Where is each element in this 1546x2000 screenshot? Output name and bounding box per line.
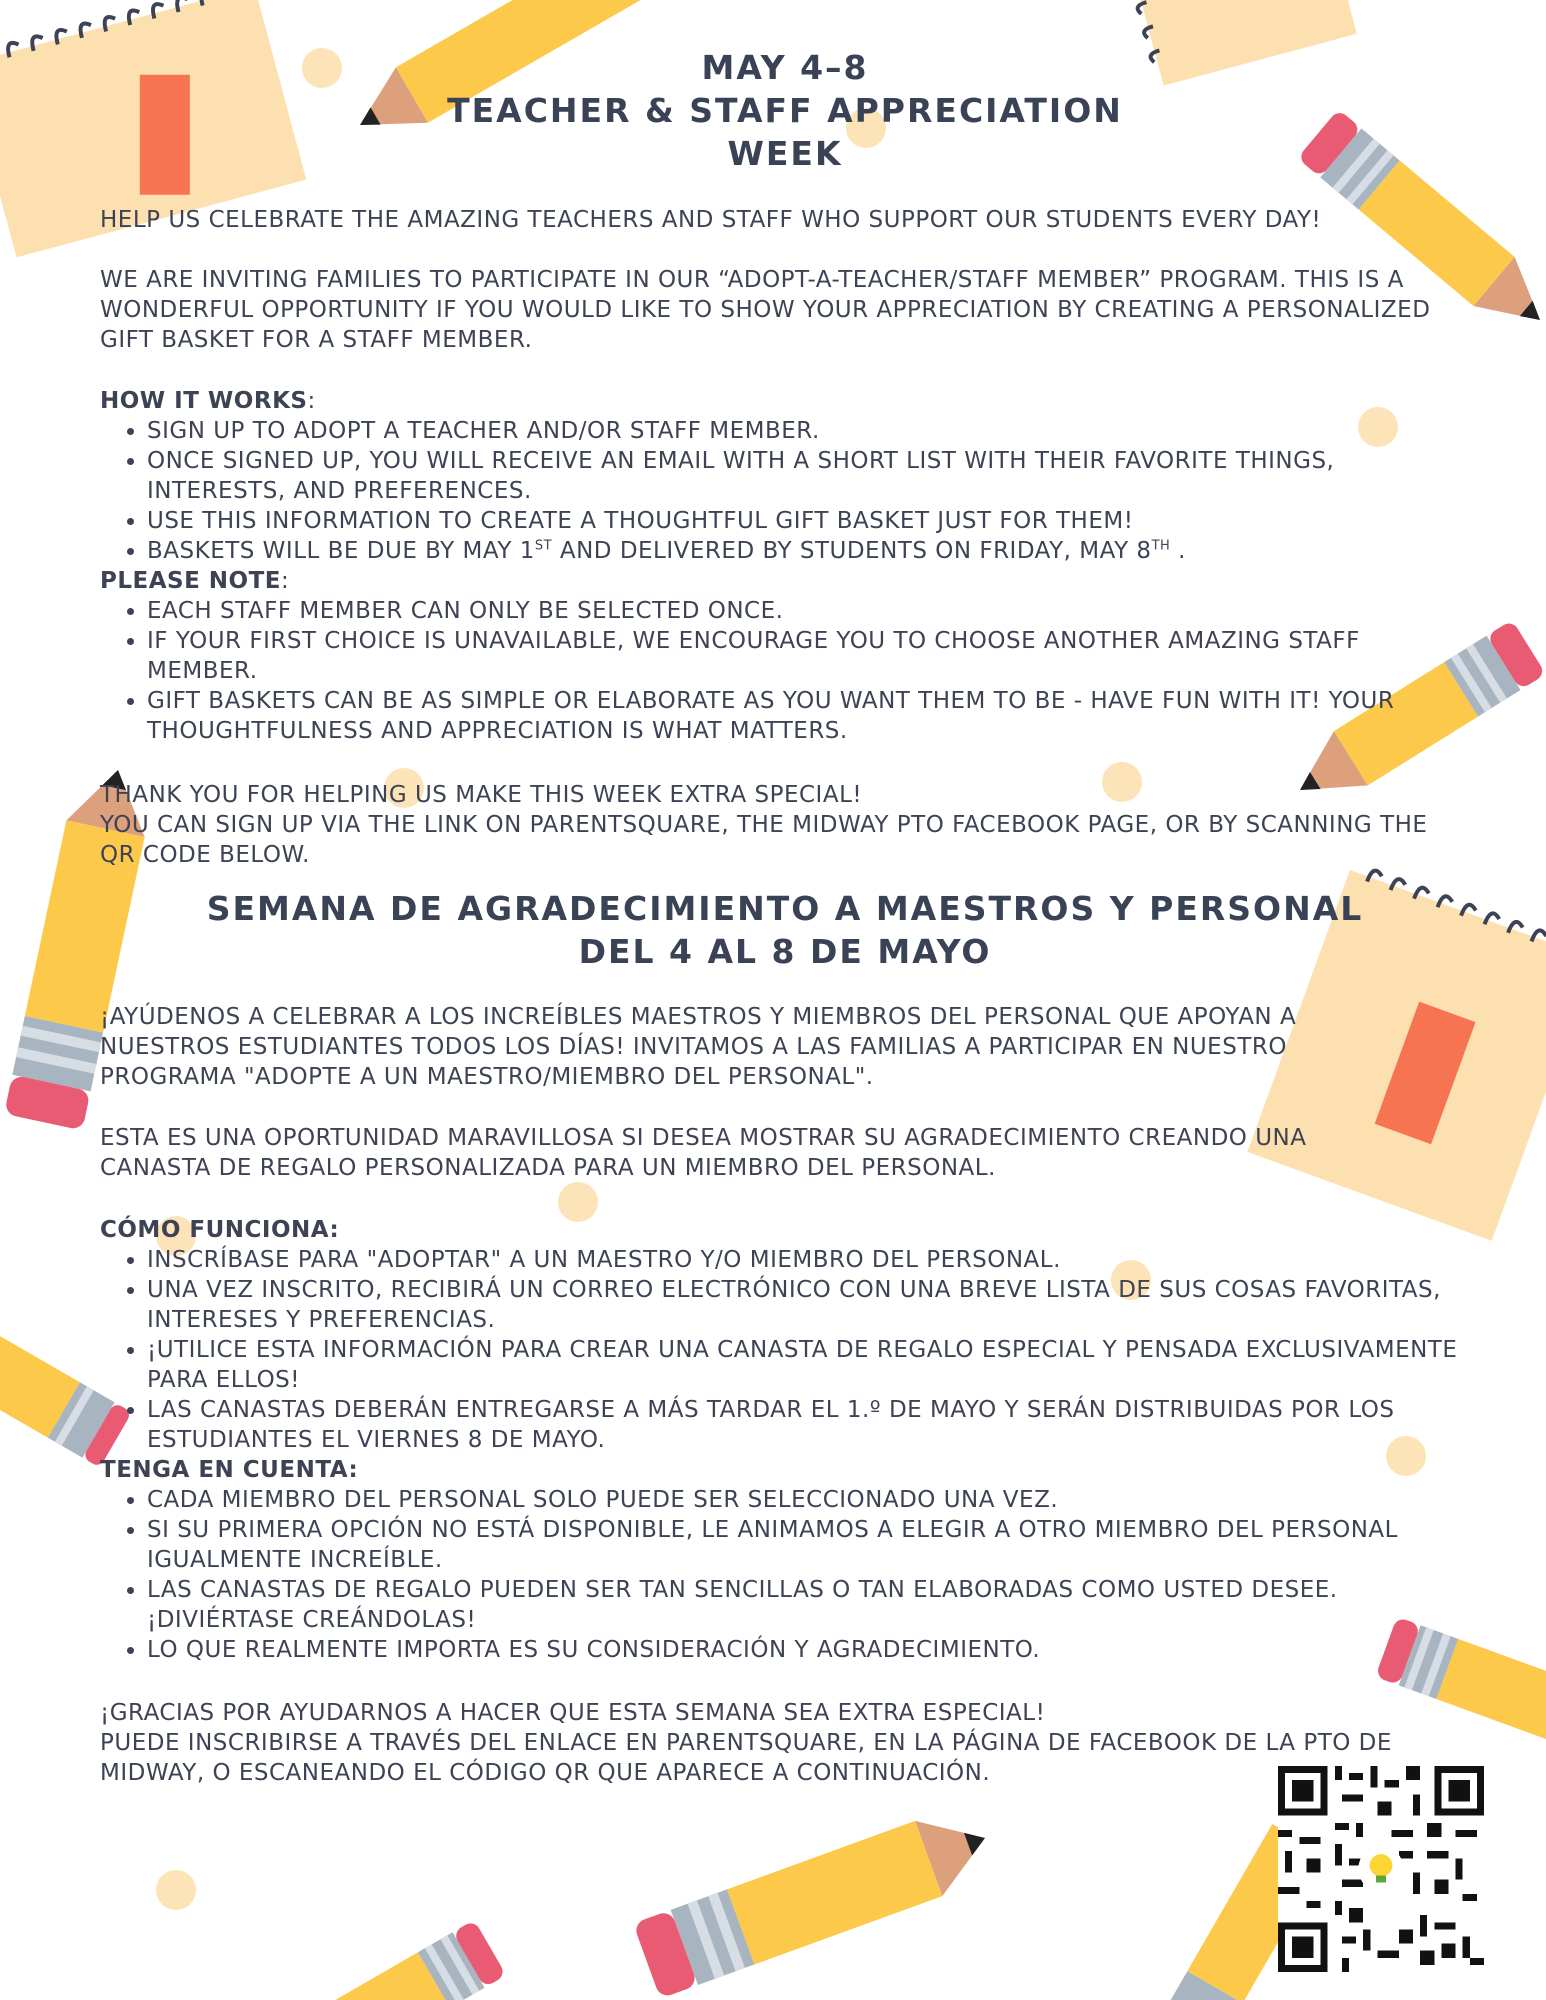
list-item: • ONCE SIGNED UP, YOU WILL RECEIVE AN EMAIL WITH A SHORT LIST WITH THEIR FAVORITE THINGS, INTERESTS, AND PREFERENCES. <box>147 446 1470 506</box>
note-list-en <box>100 596 1470 746</box>
list-item: • IF YOUR FIRST CHOICE IS UNAVAILABLE, WE ENCOURAGE YOU TO CHOOSE ANOTHER AMAZING STAFF MEMBER. <box>147 626 1470 686</box>
thanks-es: ¡GRACIAS POR AYUDARNOS A HACER QUE ESTA SEMANA SEA EXTRA ESPECIAL! <box>100 1700 1046 1726</box>
list-item: • USE THIS INFORMATION TO CREATE A THOUGHTFUL GIFT BASKET JUST FOR THEM! <box>147 506 1470 536</box>
how-heading-es: CÓMO FUNCIONA: <box>100 1217 340 1243</box>
list-item: • SI SU PRIMERA OPCIÓN NO ESTÁ DISPONIBLE, LE ANIMAMOS A ELEGIR A OTRO MIEMBRO DEL PERSONAL IGUALMENTE INCREÍBLE. <box>147 1515 1470 1575</box>
title-es-line-1: SEMANA DE AGRADECIMIENTO A MAESTROS Y PERSONAL <box>206 889 1364 928</box>
invite-en: WE ARE INVITING FAMILIES TO PARTICIPATE IN OUR “ADOPT-A-TEACHER/STAFF MEMBER” PROGRAM. THIS IS A WONDERFUL OPPORTUNITY IF YOU WOULD LIKE TO SHOW YOUR APPRECIATION BY CREATING A PERSONALIZED GIFT BASKET FOR A STAFF MEMBER. <box>100 267 1431 353</box>
how-list-en <box>100 416 1470 566</box>
title-english <box>100 46 1470 175</box>
list-item: • SIGN UP TO ADOPT A TEACHER AND/OR STAFF MEMBER. <box>147 416 1470 446</box>
list-item: • LAS CANASTAS DEBERÁN ENTREGARSE A MÁS TARDAR EL 1.º DE MAYO Y SERÁN DISTRIBUIDAS POR LOS ESTUDIANTES EL VIERNES 8 DE MAYO. <box>147 1395 1470 1455</box>
how-it-works-es <box>100 1215 1470 1665</box>
closing-en <box>100 780 1470 870</box>
note-heading-es: TENGA EN CUENTA: <box>100 1457 359 1483</box>
list-item: • LAS CANASTAS DE REGALO PUEDEN SER TAN SENCILLAS O TAN ELABORADAS COMO USTED DESEE. ¡DIVIÉRTASE CREÁNDOLAS! <box>147 1575 1470 1635</box>
list-item: • LO QUE REALMENTE IMPORTA ES SU CONSIDERACIÓN Y AGRADECIMIENTO. <box>147 1635 1470 1665</box>
intro-es: ¡AYÚDENOS A CELEBRAR A LOS INCREÍBLES MAESTROS Y MIEMBROS DEL PERSONAL QUE APOYAN A NUESTROS ESTUDIANTES TODOS LOS DÍAS! INVITAMOS A LAS FAMILIAS A PARTICIPAR EN NUESTRO PROGRAMA "ADOPTE A UN MAESTRO/MIEMBRO DEL PERSONAL". <box>100 1004 1297 1090</box>
intro-en: HELP US CELEBRATE THE AMAZING TEACHERS AND STAFF WHO SUPPORT OUR STUDENTS EVERY DAY! <box>100 207 1322 233</box>
pencil-bottom-left <box>314 1920 506 2000</box>
list-item: • ¡UTILICE ESTA INFORMACIÓN PARA CREAR UNA CANASTA DE REGALO ESPECIAL Y PENSADA EXCLUSIVAMENTE PARA ELLOS! <box>147 1335 1470 1395</box>
decor-dot <box>156 1870 196 1910</box>
qr-code[interactable] <box>1278 1766 1484 1972</box>
closing-es <box>100 1698 1400 1788</box>
title-line-dates: MAY 4–8 <box>701 48 869 87</box>
title-line-main: TEACHER & STAFF APPRECIATION <box>447 91 1123 130</box>
list-item: • UNA VEZ INSCRITO, RECIBIRÁ UN CORREO ELECTRÓNICO CON UNA BREVE LISTA DE SUS COSAS FAVORITAS, INTERESES Y PREFERENCIAS. <box>147 1275 1470 1335</box>
how-heading-en: HOW IT WORKS <box>100 388 308 414</box>
list-item: • EACH STAFF MEMBER CAN ONLY BE SELECTED ONCE. <box>147 596 1470 626</box>
list-item: • CADA MIEMBRO DEL PERSONAL SOLO PUEDE SER SELECCIONADO UNA VEZ. <box>147 1485 1470 1515</box>
thanks-en: THANK YOU FOR HELPING US MAKE THIS WEEK EXTRA SPECIAL! <box>100 782 863 808</box>
list-item: • INSCRÍBASE PARA "ADOPTAR" A UN MAESTRO Y/O MIEMBRO DEL PERSONAL. <box>147 1245 1470 1275</box>
how-list-es <box>100 1245 1470 1455</box>
note-heading-en: PLEASE NOTE <box>100 568 282 594</box>
title-spanish <box>100 887 1470 973</box>
list-item: • GIFT BASKETS CAN BE AS SIMPLE OR ELABORATE AS YOU WANT THEM TO BE - HAVE FUN WITH IT! YOUR THOUGHTFULNESS AND APPRECIATION IS WHAT MATTERS. <box>147 686 1470 746</box>
title-es-line-2: DEL 4 AL 8 DE MAYO <box>578 932 992 971</box>
pencil-bottom-center <box>633 1800 999 1998</box>
opportunity-es: ESTA ES UNA OPORTUNIDAD MARAVILLOSA SI DESEA MOSTRAR SU AGRADECIMIENTO CREANDO UNA CANASTA DE REGALO PERSONALIZADA PARA UN MIEMBRO DEL PERSONAL. <box>100 1125 1307 1181</box>
signup-es: PUEDE INSCRIBIRSE A TRAVÉS DEL ENLACE EN PARENTSQUARE, EN LA PÁGINA DE FACEBOOK DE LA PTO DE MIDWAY, O ESCANEANDO EL CÓDIGO QR QUE APARECE A CONTINUACIÓN. <box>100 1730 1392 1786</box>
title-line-week: WEEK <box>727 134 843 173</box>
signup-en: YOU CAN SIGN UP VIA THE LINK ON PARENTSQUARE, THE MIDWAY PTO FACEBOOK PAGE, OR BY SCANNING THE QR CODE BELOW. <box>100 812 1428 868</box>
note-list-es <box>100 1485 1470 1665</box>
how-it-works-en: HOW IT WORKS: • SIGN UP TO ADOPT A TEACHER AND/OR STAFF MEMBER. • ONCE SIGNED UP, YOU WILL RECEIVE AN EMAIL WITH A SHORT LIST WITH THEIR FAVORITE THINGS, INTERESTS, AND PREFERENCES. • USE THIS INFORMATION TO CREATE A THOUGHTFUL GIFT BASKET JUST FOR THEM! • BASKETS WILL BE DUE BY MAY 1ST AND DELIVERED BY STUDENTS ON FRIDAY, MAY 8TH . PLEASE NOTE: • EACH STAFF MEMBER CAN ONLY BE SELECTED ONCE. • IF YOUR FIRST CHOICE IS UNAVAILABLE, WE ENCOURAGE YOU TO CHOOSE ANOTHER AMAZING STAFF MEMBER. • GIFT BASKETS CAN BE AS SIMPLE OR ELABORATE AS YOU WANT THEM TO BE - HAVE FUN WITH IT! YOUR THOUGHTFULNESS AND APPRECIATION IS WHAT MATTERS. <box>100 386 1470 746</box>
list-item-due-date: • BASKETS WILL BE DUE BY MAY 1ST AND DELIVERED BY STUDENTS ON FRIDAY, MAY 8TH . <box>147 536 1470 566</box>
